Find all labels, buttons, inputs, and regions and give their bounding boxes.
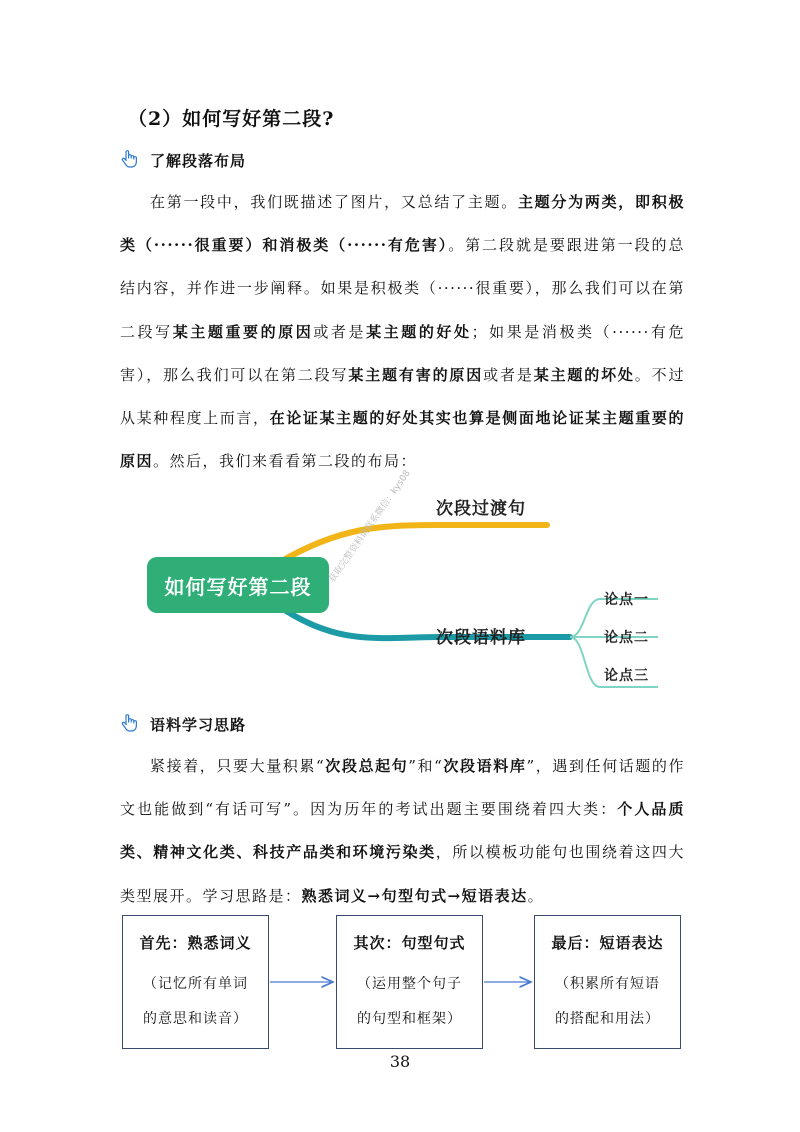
flow-step-title: 最后：短语表达: [551, 934, 664, 952]
branch-corpus: 次段语料库: [436, 628, 526, 648]
body-text: 或者是: [483, 365, 534, 384]
paragraph-text: [120, 745, 685, 918]
watermark: 获取完整资料请联系微信：kys08: [327, 468, 413, 585]
body-text: 或者是: [313, 322, 367, 341]
leaf-point-1: 论点一: [604, 592, 649, 608]
mindmap: [140, 468, 680, 697]
paragraph-layout: [120, 181, 685, 483]
branch-transition-sentence: 次段过渡句: [436, 499, 526, 519]
leaf-point-2: 论点二: [604, 630, 649, 646]
paragraph-learning: [120, 745, 685, 918]
body-text: 。: [527, 886, 545, 905]
flow-step-title: 首先：熟悉词义: [139, 934, 252, 952]
body-text: 。不过从某种程度上而言，: [120, 365, 685, 428]
emphasis-text: 某主题的好处: [366, 322, 472, 341]
emphasis-text: 某主题的坏处: [533, 365, 635, 384]
emphasis-text: 在论证某主题的好处其实也算是侧面地论证某主题重要的原因: [120, 409, 685, 471]
flow-step-2: [336, 915, 483, 1049]
body-text: ”，遇到任何话题的作文也能做到“有话可写”。因为历年的考试出题主要围绕着四大类：: [120, 757, 686, 819]
pointing-hand-icon: [120, 714, 138, 732]
emphasis-text: 某主题有害的原因: [348, 365, 484, 384]
emphasis-text: 主题分为两类，即积极类（······很重要）和消极类（······有危害）: [120, 193, 685, 255]
pointing-hand-icon: [120, 150, 138, 168]
body-text: 在第一段中，我们既描述了图片，又总结了主题。: [150, 193, 518, 211]
paragraph-text: [120, 181, 685, 483]
emphasis-text: 某主题重要的原因: [172, 322, 314, 341]
body-text: ；如果是消极类（······有危害），那么我们可以在第二段写: [120, 322, 685, 384]
emphasis-text: 次段总起句: [325, 757, 409, 775]
subsection-title-text: 语料学习思路: [150, 716, 247, 734]
subsection-title-layout: [120, 150, 246, 171]
subsection-title-learning: [120, 714, 246, 735]
page-number: 38: [389, 1052, 411, 1071]
body-text: 紧接着，只要大量积累“: [150, 757, 326, 775]
body-text: 。第二段就是要跟进第一段的总结内容，并作进一步阐释。如果是积极类（······很重要），那么我们可以在第二段写: [120, 236, 685, 341]
flow-step-3: [534, 915, 681, 1049]
mindmap-root: 如何写好第二段: [147, 557, 329, 613]
flow-step-desc: （积累所有短语 的搭配和用法）: [555, 976, 660, 1027]
flow-step-1: [122, 915, 269, 1049]
section-heading: （2）如何写好第二段?: [128, 108, 335, 130]
leaf-point-3: 论点三: [604, 668, 649, 684]
flow-step-desc: （记忆所有单词 的意思和读音）: [143, 976, 248, 1027]
emphasis-text: 熟悉词义→句型句式→短语表达: [301, 886, 528, 905]
emphasis-text: 个人品质类、精神文化类、科技产品类和环境污染类: [120, 800, 685, 862]
body-text: ”和“: [408, 757, 444, 775]
flow-step-desc: （运用整个句子 的句型和框架）: [357, 976, 462, 1027]
subsection-title-text: 了解段落布局: [150, 152, 247, 170]
body-text: 。然后，我们来看看第二段的布局：: [153, 452, 418, 471]
body-text: ，所以模板功能句也围绕着这四大类型展开。学习思路是：: [120, 843, 685, 905]
flow-step-title: 其次：句型句式: [353, 934, 466, 952]
emphasis-text: 次段语料库: [443, 757, 527, 775]
